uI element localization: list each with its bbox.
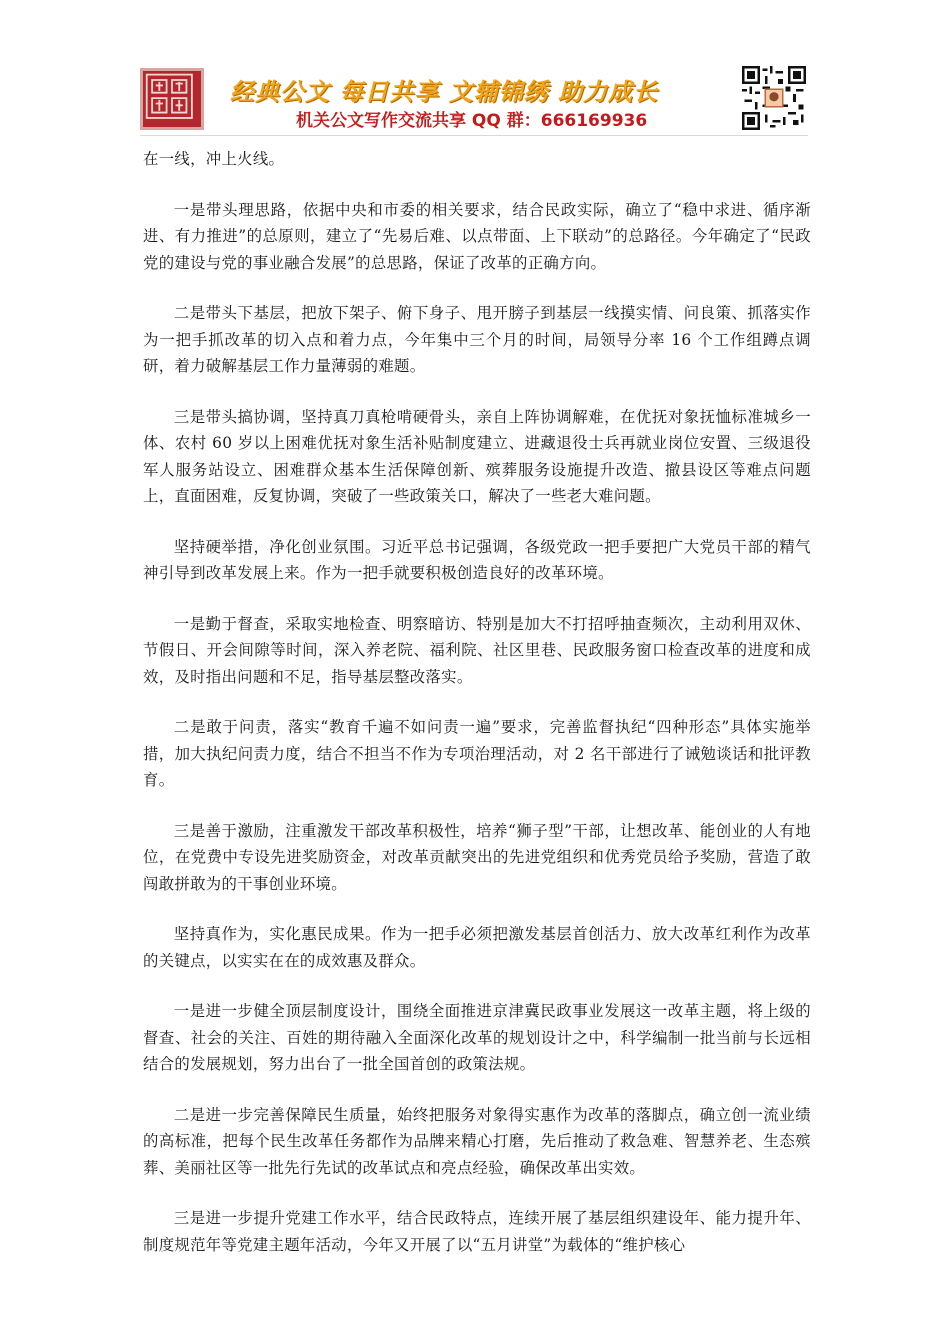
paragraph: 一是带头理思路，依据中央和市委的相关要求，结合民政实际，确立了“稳中求进、循序渐进、有力推进”的总原则，建立了“先易后难、以点带面、上下联动”的总路径。今年确定了“民政党的建设与党的事业融合发展”的总思路，保证了改革的正确方向。 bbox=[143, 200, 811, 272]
paragraph: 坚持硬举措，净化创业氛围。习近平总书记强调，各级党政一把手要把广大党员干部的精气神引导到改革发展上来。作为一把手就要积极创造良好的改革环境。 bbox=[143, 537, 811, 582]
paragraph: 二是进一步完善保障民生质量，始终把服务对象得实惠作为改革的落脚点，确立创一流业绩的高标准，把每个民生改革任务都作为品牌来精心打磨，先后推动了救急难、智慧养老、生态殡葬、美丽社区等一批先行先试的改革试点和亮点经验，确保改革出实效。 bbox=[143, 1105, 811, 1177]
paragraph: 三是进一步提升党建工作水平，结合民政特点，连续开展了基层组织建设年、能力提升年、制度规范年等党建主题年活动，今年又开展了以“五月讲堂”为载体的“维护核心 bbox=[143, 1209, 811, 1254]
qr-code-icon bbox=[742, 66, 806, 130]
paragraph: 二是敢于问责，落实“教育千遍不如问责一遍”要求，完善监督执纪“四种形态”具体实施举措，加大执纪问责力度，结合不担当不作为专项治理活动，对 2 名干部进行了诫勉谈话和批评教育。 bbox=[143, 718, 811, 789]
qq-group-line: 机关公文写作交流共享 QQ 群：666169936 bbox=[296, 111, 648, 131]
paragraph: 一是进一步健全顶层制度设计，围绕全面推进京津冀民政事业发展这一改革主题，将上级的督查、社会的关注、百姓的期待融入全面深化改革的规划设计之中，科学编制一批当前与长远相结合的发展规划，努力出台了一批全国首创的政策法规。 bbox=[143, 1002, 811, 1073]
paragraph: 二是带头下基层，把放下架子、俯下身子、甩开膀子到基层一线摸实情、问良策、抓落实作为一把手抓改革的切入点和着力点，今年集中三个月的时间，局领导分率 16 个工作组蹲点调研，着力破解基层工作力量薄弱的难题。 bbox=[143, 304, 811, 375]
paragraph: 三是善于激励，注重激发干部改革积极性，培养“狮子型”干部，让想改革、能创业的人有地位，在党费中专设先进奖励资金，对改革贡献突出的先进党组织和优秀党员给予奖励，营造了敢闯敢拼敢为的干事创业环境。 bbox=[143, 821, 811, 893]
seal-logo-graphic bbox=[143, 71, 201, 127]
page-header bbox=[140, 62, 808, 134]
header-divider bbox=[140, 135, 808, 136]
paragraph: 一是勤于督查，采取实地检查、明察暗访、特别是加大不打招呼抽查频次，主动利用双休、节假日、开会间隙等时间，深入养老院、福利院、社区里巷、民政服务窗口检查改革的进度和成效，及时指出问题和不足，指导基层整改落实。 bbox=[143, 614, 811, 686]
paragraph: 坚持真作为，实化惠民成果。作为一把手必须把激发基层首创活力、放大改革红利作为改革的关键点，以实实在在的成效惠及群众。 bbox=[143, 925, 811, 970]
seal-logo-icon bbox=[140, 68, 204, 130]
document-body bbox=[143, 146, 811, 1282]
paragraph: 三是带头搞协调，坚持真刀真枪啃硬骨头，亲自上阵协调解难，在优抚对象抚恤标准城乡一体、农村 60 岁以上困难优抚对象生活补贴制度建立、进藏退役士兵再就业岗位安置、三级退役军人服务站设立、困难群众基本生活保障创新、殡葬服务设施提升改造、撤县设区等难点问题上，直面困难，反复协调，突破了一些政策关口，解决了一些老大难问题。 bbox=[143, 407, 811, 505]
header-slogan: 经典公文 每日共享 文辅锦绣 助力成长 bbox=[230, 78, 659, 106]
paragraph: 在一线，冲上火线。 bbox=[143, 150, 285, 168]
